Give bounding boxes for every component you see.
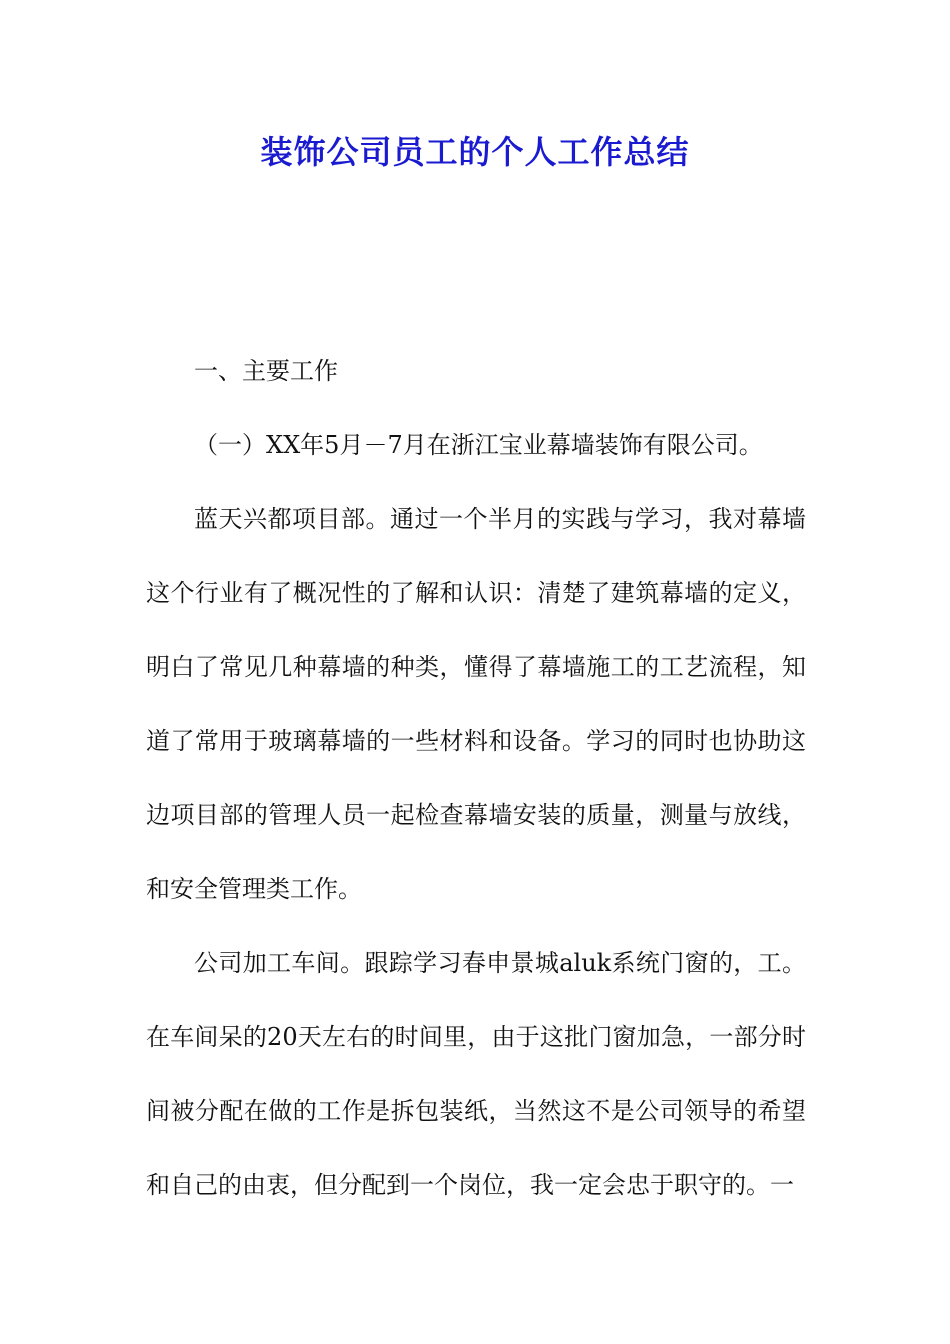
document-body <box>146 334 806 1222</box>
body-paragraph: 蓝天兴都项目部。通过一个半月的实践与学习，我对幕墙这个行业有了概况性的了解和认识：清楚了建筑幕墙的定义，明白了常见几种幕墙的种类，懂得了幕墙施工的工艺流程，知道了常用于玻璃幕墙的一些材料和设备。学习的同时也协助这边项目部的管理人员一起检查幕墙安装的质量，测量与放线，和安全管理类工作。 <box>146 505 806 903</box>
document-title: 装饰公司员工的个人工作总结 <box>260 133 690 171</box>
section-heading: 一、主要工作 <box>194 357 338 385</box>
subsection-heading: （一）XX年5月－7月在浙江宝业幕墙装饰有限公司。 <box>194 431 763 459</box>
body-paragraph: 公司加工车间。跟踪学习春申景城aluk系统门窗的，工。在车间呆的20天左右的时间里，由于这批门窗加急，一部分时间被分配在做的工作是拆包装纸，当然这不是公司领导的希望和自己的由衷，但分配到一个岗位，我一定会忠于职守的。一 <box>146 949 806 1199</box>
